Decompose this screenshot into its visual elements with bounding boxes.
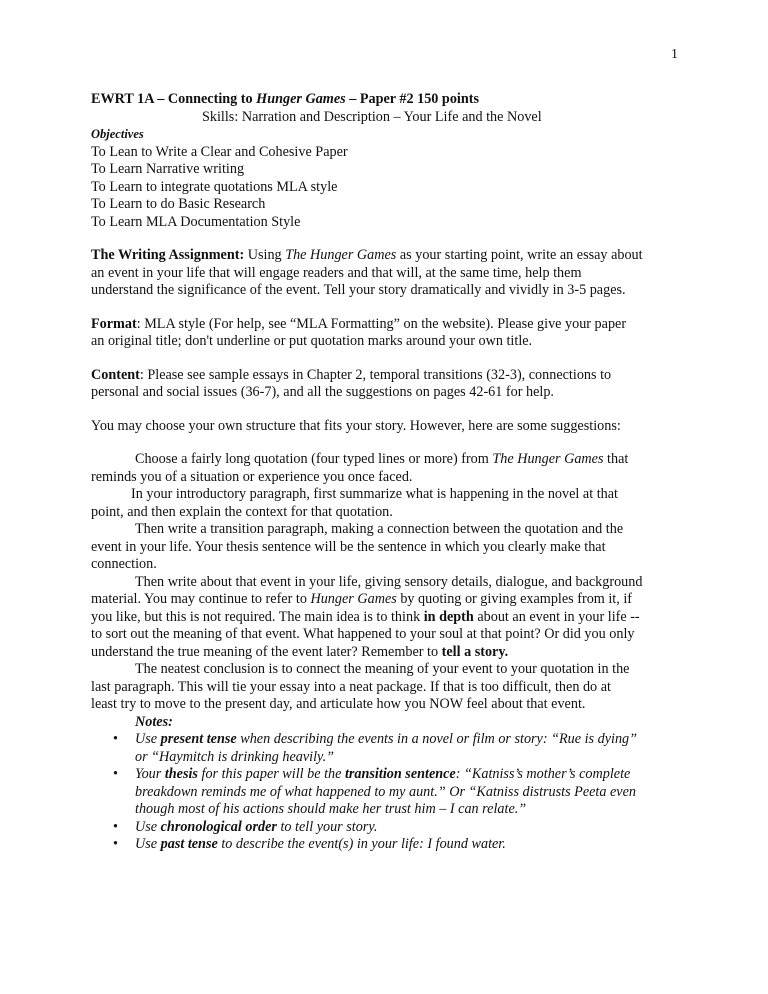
text-line: least try to move to the present day, and articulate how you NOW feel about that event. (91, 696, 586, 712)
bullet-icon: • (113, 836, 118, 852)
text-run: Choose a fairly long quotation (four typed lines or more) from (135, 451, 493, 467)
text-line: connection. (91, 556, 157, 572)
document-body (91, 91, 691, 854)
note-item (91, 836, 691, 854)
text-line: last paragraph. This will tie your essay into a neat package. If that is too difficult, then do at (91, 678, 611, 695)
objective-item: To Lean to Write a Clear and Cohesive Paper (91, 143, 348, 160)
emphasis: chronological order (160, 818, 277, 835)
emphasis: transition sentence (344, 766, 456, 782)
text-line: Then write about that event in your life, giving sensory details, dialogue, and background (135, 573, 643, 590)
text-run: to describe the event(s) in your life: I found water. (217, 836, 506, 852)
objectives-heading: Objectives (91, 127, 144, 141)
book-title: The Hunger Games (285, 247, 397, 263)
title-prefix: EWRT 1A – Connecting to (91, 91, 257, 107)
title-book: Hunger Games (256, 91, 346, 107)
text-run: for this paper will be the (197, 766, 345, 782)
notes-list (91, 731, 691, 854)
text-line: event in your life. Your thesis sentence will be the sentence in which you clearly make that (91, 538, 606, 555)
text-run: material. You may continue to refer to (91, 591, 311, 607)
text-run: understand the true meaning of the event later? Remember to (91, 643, 442, 660)
page-number: 1 (671, 47, 678, 62)
objective-item: To Learn MLA Documentation Style (91, 213, 301, 230)
text-line: personal and social issues (36-7), and all the suggestions on pages 42-61 for help. (91, 384, 554, 400)
emphasis: thesis (164, 766, 198, 782)
text-run: you like, but this is not required. The main idea is to think (91, 608, 424, 625)
bullet-icon: • (113, 766, 118, 782)
bullet-icon: • (113, 818, 118, 835)
notes-heading: Notes: (135, 713, 173, 730)
text-run: Use (135, 731, 161, 747)
suggestions (91, 451, 691, 714)
text-line: point, and then explain the context for that quotation. (91, 503, 393, 520)
book-title: The Hunger Games (492, 451, 604, 467)
text-run: that (603, 451, 629, 467)
format-paragraph (91, 316, 691, 351)
text-run: when describing the events in a novel or film or story: “Rue is dying” (236, 731, 638, 747)
emphasis: in depth (423, 608, 474, 625)
text-line: though most of his actions should make her trust him – I can relate.” (135, 801, 527, 817)
writing-assignment-paragraph (91, 247, 691, 300)
text-run: Using (244, 247, 286, 263)
text-line: understand the significance of the event. Tell your story dramatically and vividly in 3-5 pages. (91, 282, 626, 298)
text-run: by quoting or giving examples from it, if (396, 591, 633, 607)
book-title: Hunger Games (310, 591, 397, 607)
document-title (91, 91, 691, 109)
text-run: : Please see sample essays in Chapter 2, temporal transitions (32-3), connections to (139, 366, 612, 383)
content-paragraph (91, 367, 691, 402)
text-run: as your starting point, write an essay about (396, 247, 643, 263)
objective-item: To Learn to integrate quotations MLA style (91, 178, 338, 195)
emphasis: past tense (160, 836, 218, 852)
structure-intro: You may choose your own structure that fits your story. However, here are some suggestions: (91, 417, 621, 434)
title-suffix: – Paper #2 150 points (345, 91, 479, 107)
text-line: reminds you of a situation or experience you once faced. (91, 468, 413, 485)
text-line: breakdown reminds me of what happened to my aunt.” Or “Katniss distrusts Peeta even (135, 783, 636, 800)
objective-item: To Learn to do Basic Research (91, 196, 266, 212)
note-item (91, 819, 691, 837)
text-line: to sort out the meaning of that event. What happened to your soul at that point? Or did you only (91, 626, 635, 642)
text-run: : MLA style (For help, see “MLA Formatting” on the website). Please give your paper (136, 315, 627, 332)
emphasis: present tense (160, 731, 237, 747)
content-label: Content (91, 366, 140, 383)
text-line: an original title; don't underline or put quotation marks around your own title. (91, 333, 533, 349)
text-run: to tell your story. (276, 818, 378, 835)
text-line: Then write a transition paragraph, making a connection between the quotation and the (135, 521, 624, 537)
objective-item: To Learn Narrative writing (91, 161, 245, 177)
note-item (91, 731, 691, 766)
emphasis: tell a story. (441, 643, 509, 660)
text-line: The neatest conclusion is to connect the meaning of your event to your quotation in the (135, 661, 630, 677)
text-line: an event in your life that will engage readers and that will, at the same time, help them (91, 264, 582, 281)
objectives-list (91, 144, 691, 232)
text-run: about an event in your life -- (473, 608, 640, 625)
text-run: Your (135, 766, 165, 782)
text-run: Use (135, 818, 161, 835)
writing-label: The Writing Assignment: (91, 247, 245, 263)
text-run: Use (135, 836, 161, 852)
text-run: : “Katniss’s mother’s complete (455, 766, 631, 782)
text-line: In your introductory paragraph, first summarize what is happening in the novel at that (131, 486, 618, 502)
skills-line: Skills: Narration and Description – Your Life and the Novel (202, 108, 542, 125)
bullet-icon: • (113, 731, 118, 747)
note-item (91, 766, 691, 819)
format-label: Format (91, 315, 137, 332)
text-line: or “Haymitch is drinking heavily.” (135, 748, 335, 765)
